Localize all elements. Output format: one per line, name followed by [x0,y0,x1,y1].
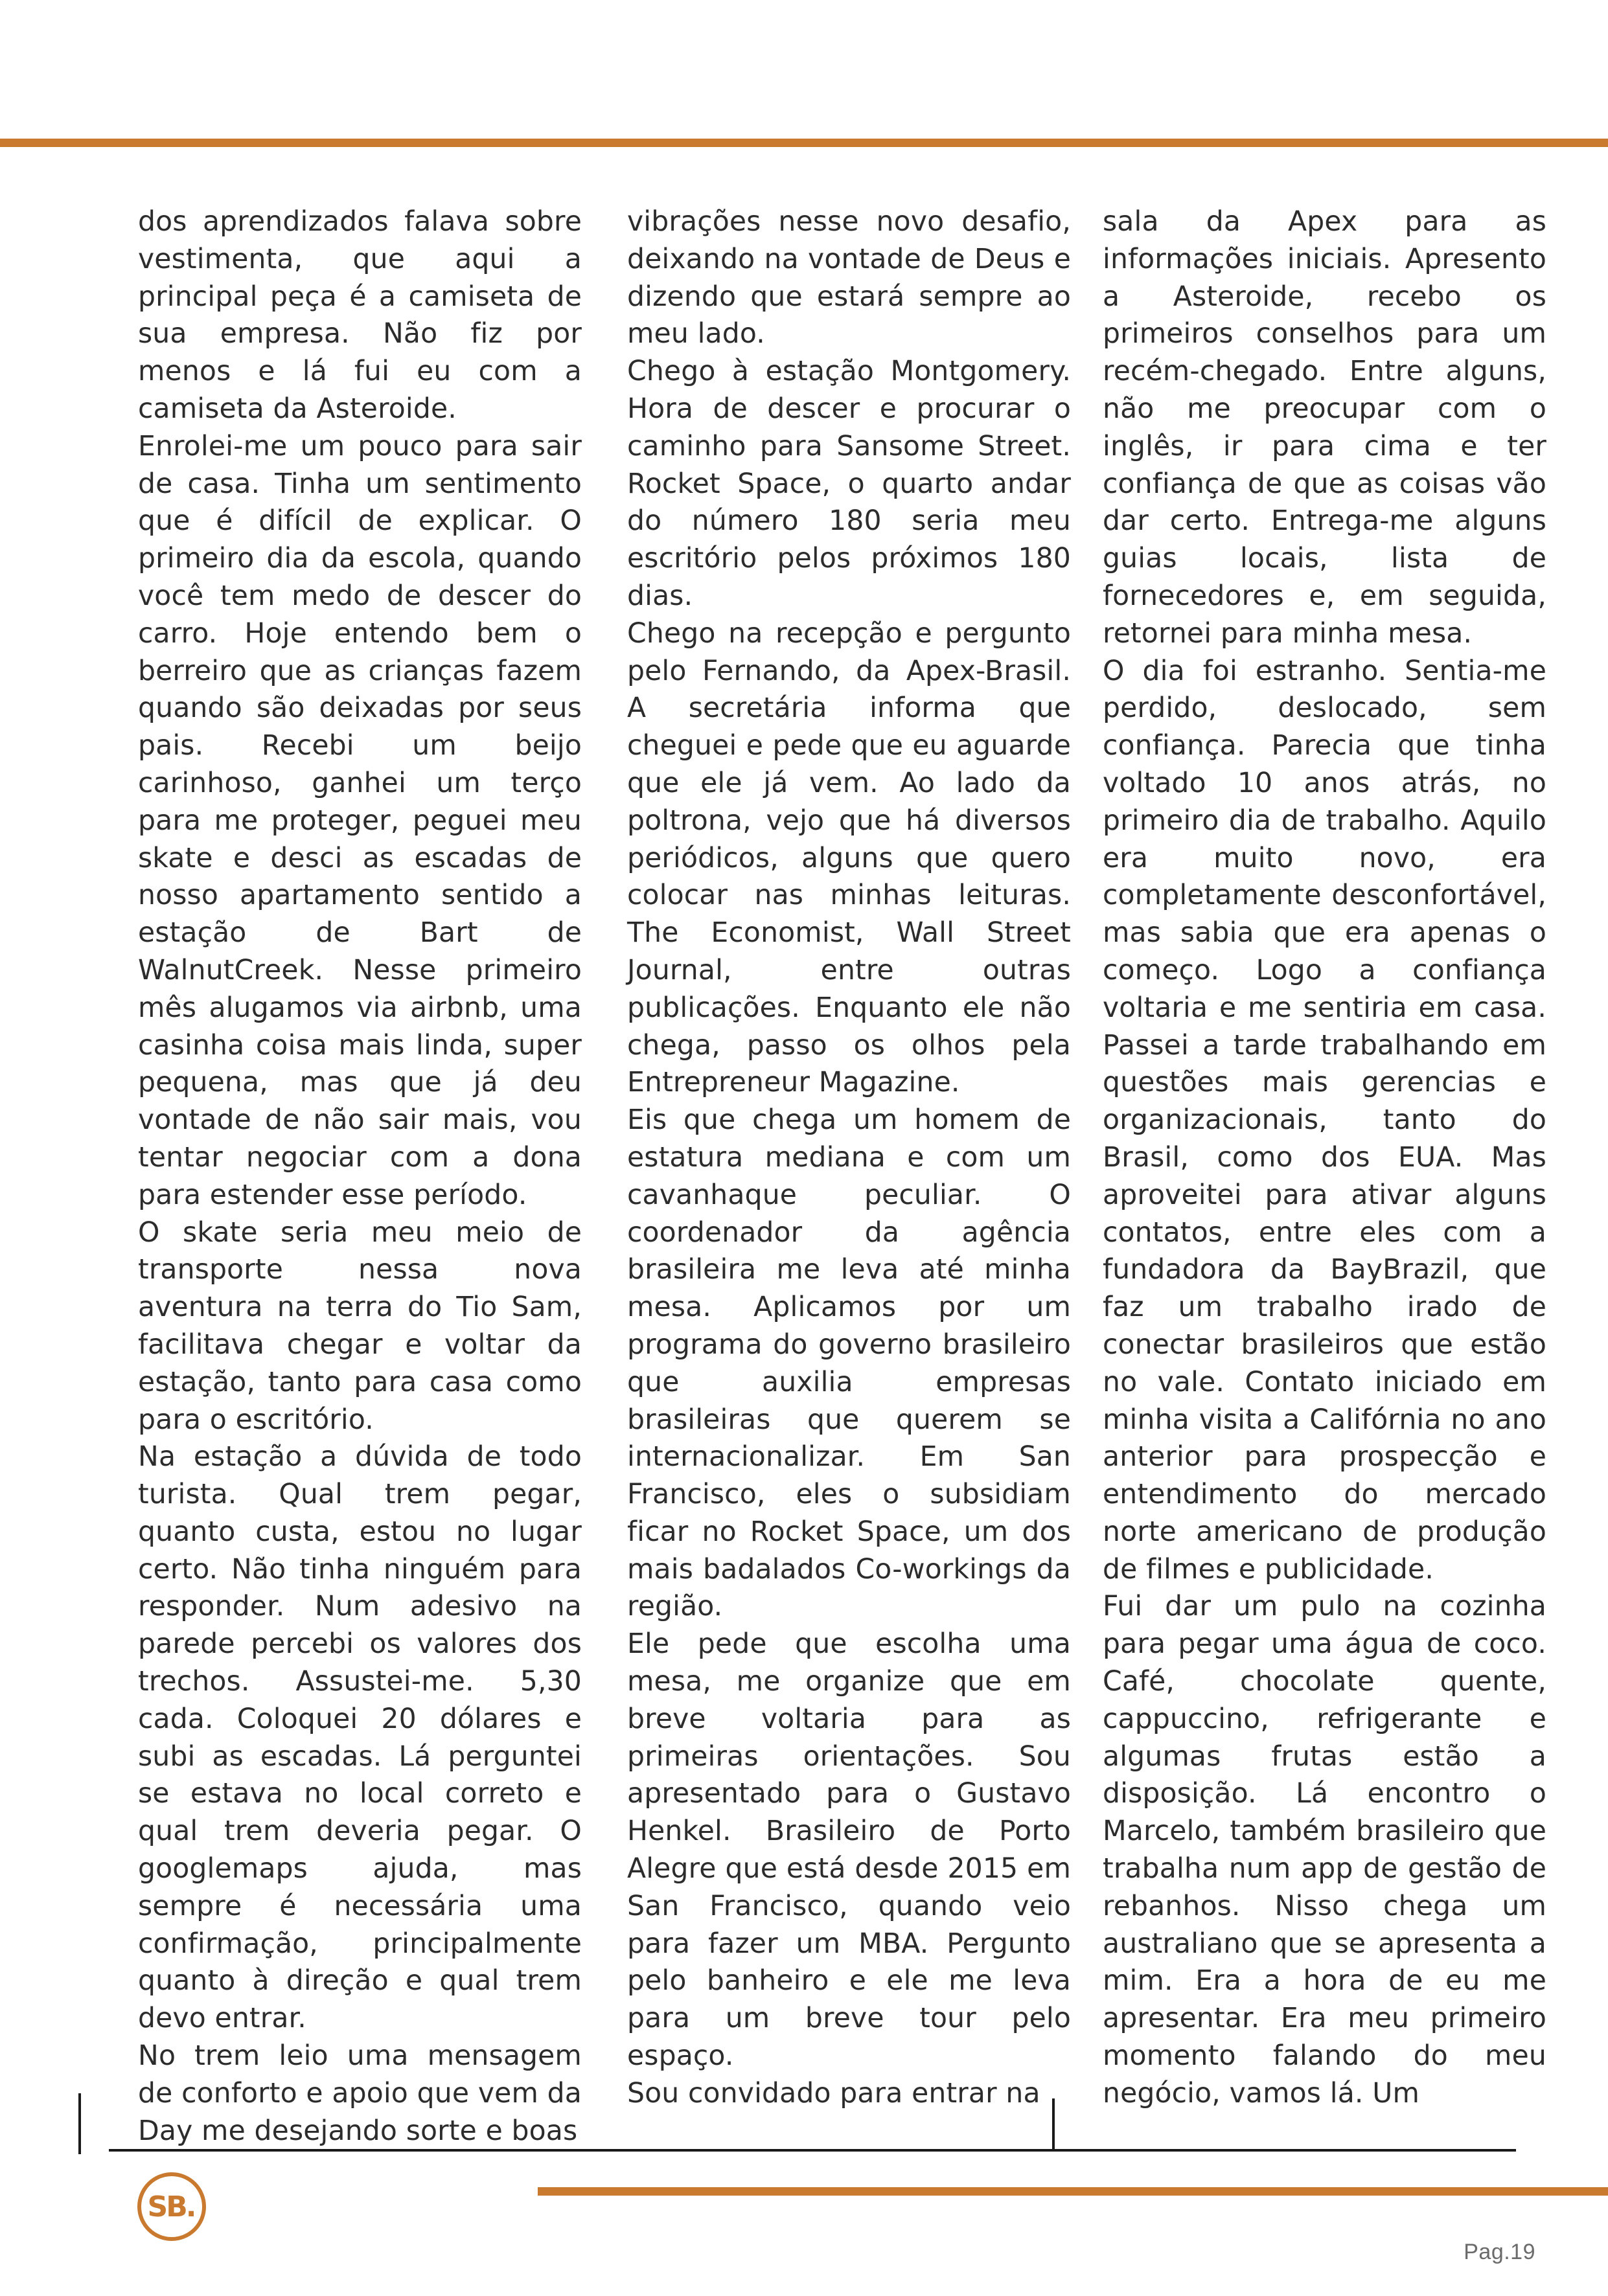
header-accent-rule [0,139,1608,147]
page-number: Pag.19 [1464,2240,1535,2264]
paragraph: Enrolei-me um pouco para sair de casa. Tinha um sentimento que é difícil de explicar. O primeiro dia da escola, quando você tem medo de descer do carro. Hoje entendo bem o berreiro que as crianças fazem quando são deixadas por seus pais. Recebi um beijo carinhoso, ganhei um terço para me proteger, peguei meu skate e desci as escadas de nosso apartamento sentido a estação de Bart de WalnutCreek. Nesse primeiro mês alugamos via airbnb, uma casinha coisa mais linda, super pequena, mas que já deu vontade de não sair mais, vou tentar negociar com a dona para estender esse período. [138,430,582,1211]
paragraph: sala da Apex para as informações iniciais. Apresento a Asteroide, recebo os primeiros conselhos para um recém-chegado. Entre alguns, não me preocupar com o inglês, ir para cima e ter confiança de que as coisas vão dar certo. Entrega-me alguns guias locais, lista de fornecedores e, em seguida, retornei para minha mesa. [1103,206,1546,650]
paragraph: Fui dar um pulo na cozinha para pegar uma água de coco. Café, chocolate quente, cappuccino, refrigerante e algumas frutas estão a disposição. Lá encontro o Marcelo, também brasileiro que trabalha num app de gestão de rebanhos. Nisso chega um australiano que se apresenta a mim. Era a hora de eu me apresentar. Era meu primeiro momento falando do meu negócio, vamos lá. Um [1103,1591,1546,2109]
paragraph: Na estação a dúvida de todo turista. Qual trem pegar, quanto custa, estou no lugar certo. Não tinha ninguém para responder. Num adesivo na parede percebi os valores dos trechos. Assustei-me. 5,30 cada. Coloquei 20 dólares e subi as escadas. Lá perguntei se estava no local correto e qual trem deveria pegar. O googlemaps ajuda, mas sempre é necessária uma confirmação, principalmente quanto à direção e qual trem devo entrar. [138,1441,582,2035]
paragraph: dos aprendizados falava sobre vestimenta, que aqui a principal peça é a camiseta de sua empresa. Não fiz por menos e lá fui eu com a camiseta da Asteroide. [138,206,582,425]
text-column-2 [627,203,1071,2109]
text-column-3 [1103,203,1546,2109]
paragraph: Chego na recepção e pergunto pelo Fernando, da Apex-Brasil. A secretária informa que cheguei e pede que eu aguarde que ele já vem. Ao lado da poltrona, vejo que há diversos periódicos, alguns que quero colocar nas minhas leituras. The Economist, Wall Street Journal, entre outras publicações. Enquanto ele não chega, passo os olhos pela Entrepreneur Magazine. [627,617,1071,1099]
sb-logo [136,2171,207,2242]
footer-divider-mid [1052,2098,1055,2150]
paragraph: No trem leio uma mensagem de conforto e apoio que vem da Day me desejando sorte e boas [138,2040,582,2147]
footer-rule [109,2149,1516,2152]
paragraph: O skate seria meu meio de transporte nessa nova aventura na terra do Tio Sam, facilitava chegar e voltar da estação, tanto para casa como para o escritório. [138,1216,582,1436]
footer-accent-rule [538,2187,1608,2196]
paragraph: O dia foi estranho. Sentia-me perdido, deslocado, sem confiança. Parecia que tinha voltado 10 anos atrás, no primeiro dia de trabalho. Aquilo era muito novo, era completamente desconfortável, mas sabia que era apenas o começo. Logo a confiança voltaria e me sentiria em casa. Passei a tarde trabalhando em questões mais gerencias e organizacionais, tanto do Brasil, como dos EUA. Mas aproveitei para ativar alguns contatos, entre eles com a fundadora da BayBrazil, que faz um trabalho irado de conectar brasileiros que estão no vale. Contato iniciado em minha visita a Califórnia no ano anterior para prospecção e entendimento do mercado norte americano de produção de filmes e publicidade. [1103,655,1546,1586]
footer-divider-left [78,2093,81,2154]
paragraph: Sou convidado para entrar na [627,2077,1040,2109]
paragraph: Ele pede que escolha uma mesa, me organize que em breve voltaria para as primeiras orientações. Sou apresentado para o Gustavo Henkel. Brasileiro de Porto Alegre que está desde 2015 em San Francisco, quando veio para fazer um MBA. Pergunto pelo banheiro e ele me leva para um breve tour pelo espaço. [627,1628,1071,2073]
paragraph: Chego à estação Montgomery. Hora de descer e procurar o caminho para Sansome Street. Rocket Space, o quarto andar do número 180 seria meu escritório pelos próximos 180 dias. [627,356,1071,612]
logo-text: SB. [147,2190,195,2223]
text-column-1 [138,203,582,2147]
paragraph: Eis que chega um homem de estatura mediana e com um cavanhaque peculiar. O coordenador da agência brasileira me leva até minha mesa. Aplicamos por um programa do governo brasileiro que auxilia empresas brasileiras que querem se internacionalizar. Em San Francisco, eles o subsidiam ficar no Rocket Space, um dos mais badalados Co-workings da região. [627,1104,1071,1623]
paragraph: vibrações nesse novo desafio, deixando na vontade de Deus e dizendo que estará sempre ao meu lado. [627,206,1071,350]
